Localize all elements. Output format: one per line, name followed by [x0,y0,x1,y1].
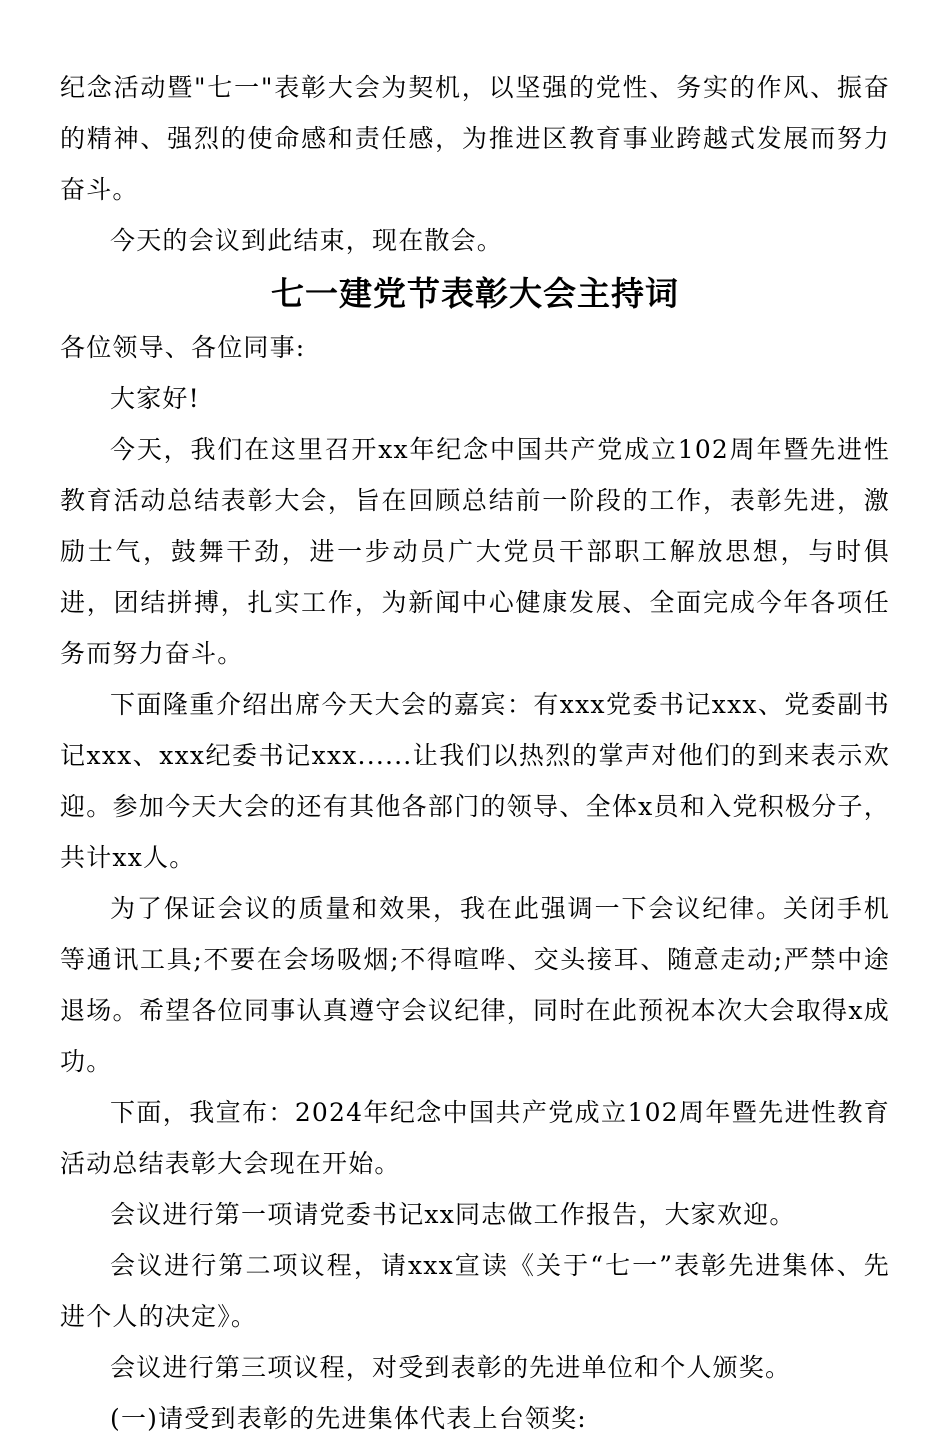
paragraph-guests: 下面隆重介绍出席今天大会的嘉宾：有xxx党委书记xxx、党委副书记xxx、xxx纪委书记xxx......让我们以热烈的掌声对他们的到来表示欢迎。参加今天大会的还有其他各部门的领导、全体x员和入党积极分子，共计xx人。 [60,690,890,872]
document-title: 七一建党节表彰大会主持词 [271,274,679,313]
greeting: 大家好! [110,384,200,413]
paragraph-announcement: 下面，我宣布：2024年纪念中国共产党成立102周年暨先进性教育活动总结表彰大会现在开始。 [60,1098,890,1178]
paragraph-agenda-2: 会议进行第二项议程，请xxx宣读《关于“七一”表彰先进集体、先进个人的决定》。 [60,1251,890,1331]
paragraph-award-group: (一)请受到表彰的先进集体代表上台领奖: [110,1404,587,1433]
intro-paragraph: 纪念活动暨"七一"表彰大会为契机，以坚强的党性、务实的作风、振奋的精神、强烈的使命感和责任感，为推进区教育事业跨越式发展而努力奋斗。 [60,73,890,204]
paragraph-agenda-1: 会议进行第一项请党委书记xx同志做工作报告，大家欢迎。 [110,1200,796,1229]
closing-line: 今天的会议到此结束，现在散会。 [110,226,504,255]
paragraph-opening: 今天，我们在这里召开xx年纪念中国共产党成立102周年暨先进性教育活动总结表彰大会，旨在回顾总结前一阶段的工作，表彰先进，激励士气，鼓舞干劲，进一步动员广大党员干部职工解放思想，与时俱进，团结拼搏，扎实工作，为新闻中心健康发展、全面完成今年各项任务而努力奋斗。 [60,435,890,668]
document-page [60,62,890,1444]
paragraph-agenda-3: 会议进行第三项议程，对受到表彰的先进单位和个人颁奖。 [110,1353,792,1382]
salutation: 各位领导、各位同事: [60,333,306,362]
paragraph-discipline: 为了保证会议的质量和效果，我在此强调一下会议纪律。关闭手机等通讯工具;不要在会场吸烟;不得喧哗、交头接耳、随意走动;严禁中途退场。希望各位同事认真遵守会议纪律，同时在此预祝本次大会取得x成功。 [60,894,890,1076]
